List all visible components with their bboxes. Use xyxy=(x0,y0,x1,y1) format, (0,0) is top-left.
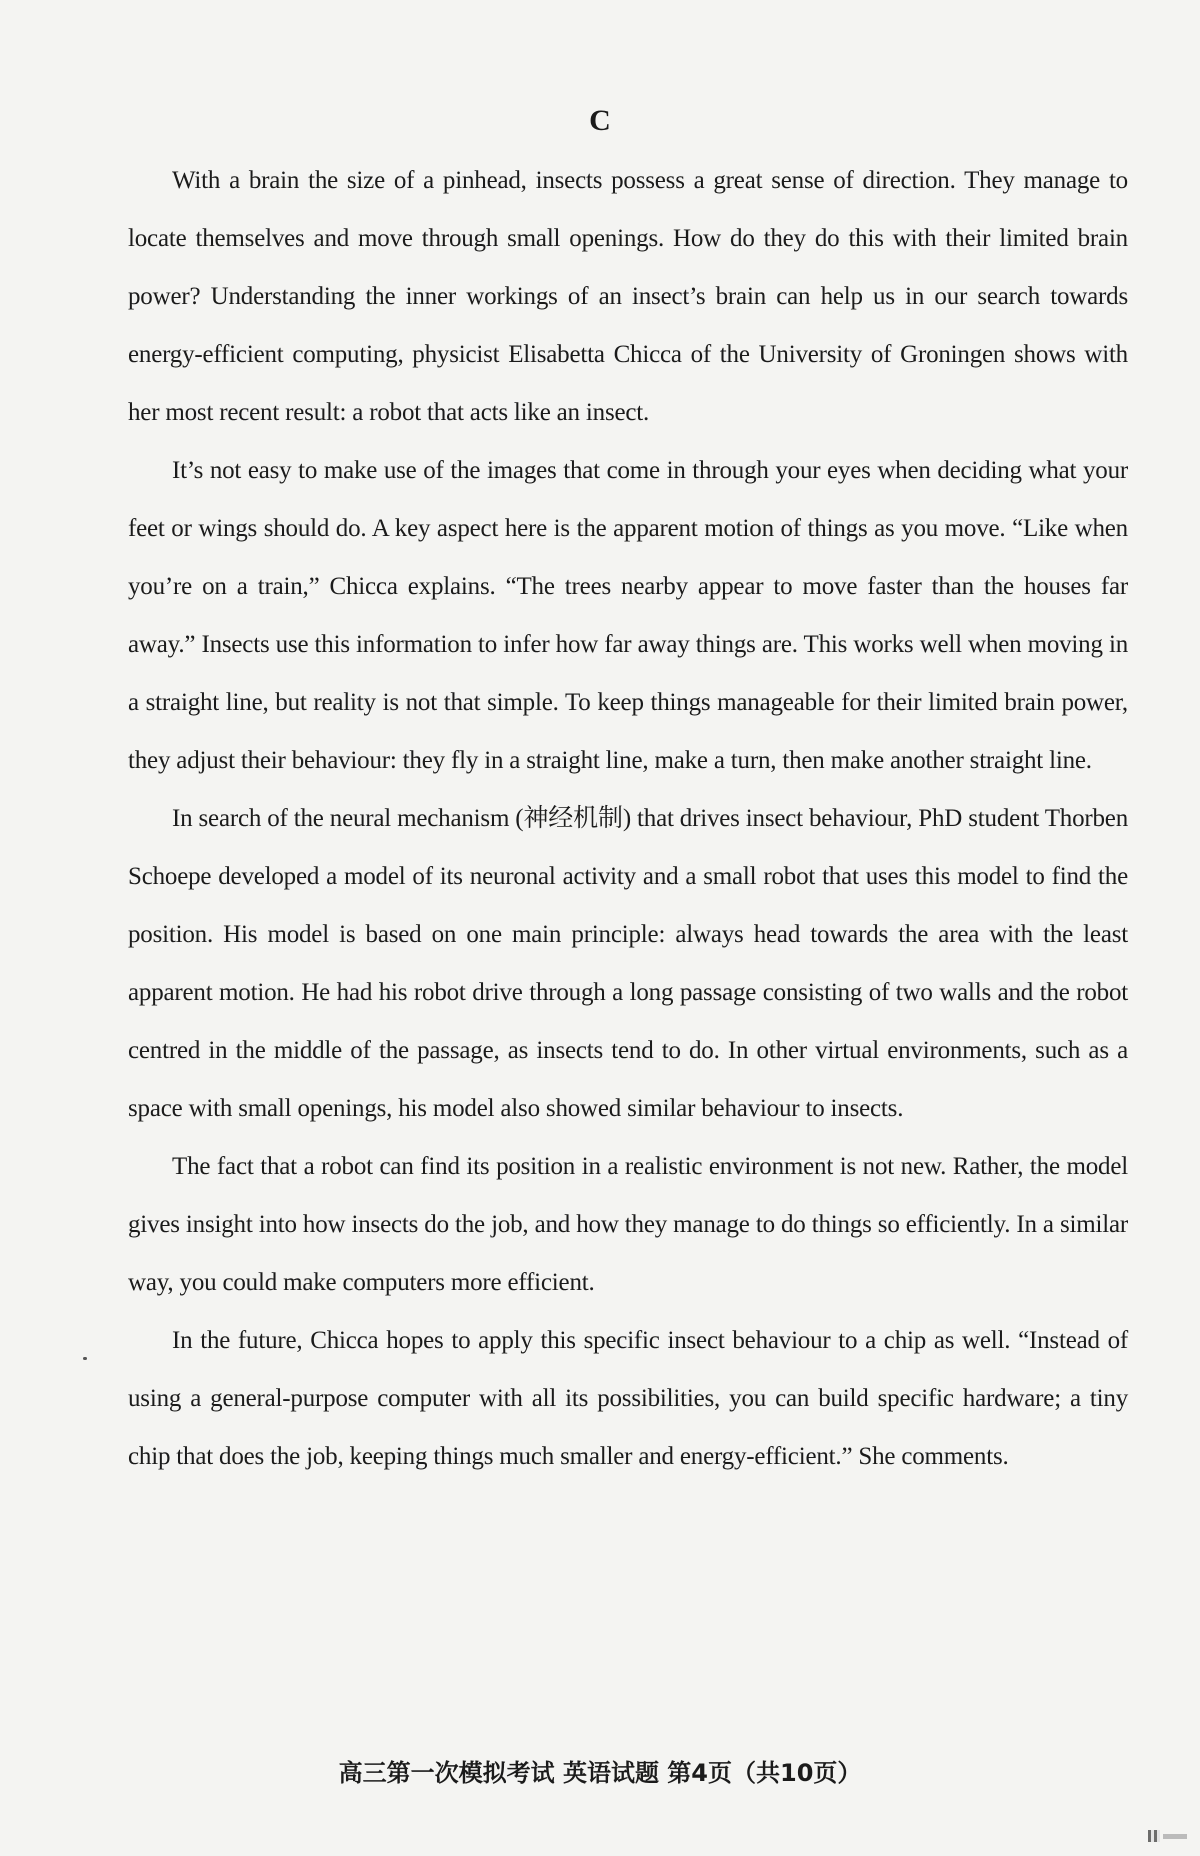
page-footer: 高三第一次模拟考试 英语试题 第4页（共10页） xyxy=(338,1759,862,1787)
passage-body xyxy=(128,152,1128,1486)
section-letter: C xyxy=(589,104,611,137)
paragraph-2: It’s not easy to make use of the images that come in through your eyes when deciding what your feet or wings should do. A key aspect here is the apparent motion of things as you move. “Like when you’re on a train,” Chicca explains. “The trees nearby appear to move faster than the houses far away.” Insects use this information to infer how far away things are. This works well when moving in a straight line, but reality is not that simple. To keep things manageable for their limited brain power, they adjust their behaviour: they fly in a straight line, make a turn, then make another straight line. xyxy=(128,457,1128,774)
watermark-text-block xyxy=(1163,1834,1187,1839)
watermark-logo xyxy=(1148,1830,1188,1844)
paragraph-4: The fact that a robot can find its position in a realistic environment is not new. Rather, the model gives insight into how insects do the job, and how they manage to do things so efficiently. In a similar way, you could make computers more efficient. xyxy=(128,1153,1128,1296)
qr-code-icon xyxy=(1148,1830,1160,1842)
paragraph-3: In search of the neural mechanism (神经机制) that drives insect behaviour, PhD student Thorben Schoepe developed a model of its neuronal activity and a small robot that uses this model to find the position. His model is based on one main principle: always head towards the area with the least apparent motion. He had his robot drive through a long passage consisting of two walls and the robot centred in the middle of the passage, as insects tend to do. In other virtual environments, such as a space with small openings, his model also showed similar behaviour to insects. xyxy=(128,805,1128,1122)
paragraph-5: In the future, Chicca hopes to apply this specific insect behaviour to a chip as well. “Instead of using a general-purpose computer with all its possibilities, you can build specific hardware; a tiny chip that does the job, keeping things much smaller and energy-efficient.” She comments. xyxy=(128,1327,1128,1470)
scan-speck xyxy=(83,1357,87,1360)
paragraph-1: With a brain the size of a pinhead, insects possess a great sense of direction. They manage to locate themselves and move through small openings. How do they do this with their limited brain power? Understanding the inner workings of an insect’s brain can help us in our search towards energy-efficient computing, physicist Elisabetta Chicca of the University of Groningen shows with her most recent result: a robot that acts like an insect. xyxy=(128,167,1128,426)
